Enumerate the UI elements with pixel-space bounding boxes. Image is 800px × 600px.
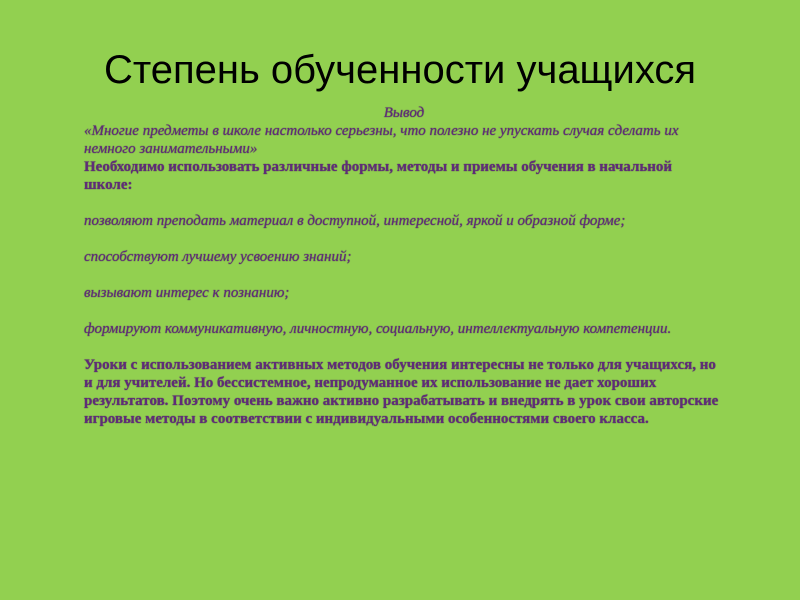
conclusion-heading: Вывод (383, 105, 425, 121)
list-item: позволяют преподать материал в доступной, интересной, яркой и образной форме; (84, 213, 626, 229)
quote-text: «Многие предметы в школе настолько серьезны, что полезно не упускать случая сделать их немного занимательными» (84, 123, 679, 157)
summary-text: Уроки с использованием активных методов обучения интересны не только для учащихся, но и для учителей. Но бессистемное, непродуманное их использование не дает хороших результатов. Поэтому очень важно активно разрабатывать и внедрять в урок свои авторские игровые методы в соответствии с индивидуальными особенностями своего класса. (84, 357, 719, 427)
list-item: вызывают интерес к познанию; (84, 285, 290, 301)
list-item: формируют коммуникативную, личностную, социальную, интеллектуальную компетенции. (84, 321, 672, 337)
lead-text: Необходимо использовать различные формы, методы и приемы обучения в начальной школе: (84, 159, 673, 193)
slide-content (84, 104, 724, 428)
list-item: способствуют лучшему усвоению знаний; (84, 249, 352, 265)
slide-title: Степень обученности учащихся (103, 48, 697, 92)
